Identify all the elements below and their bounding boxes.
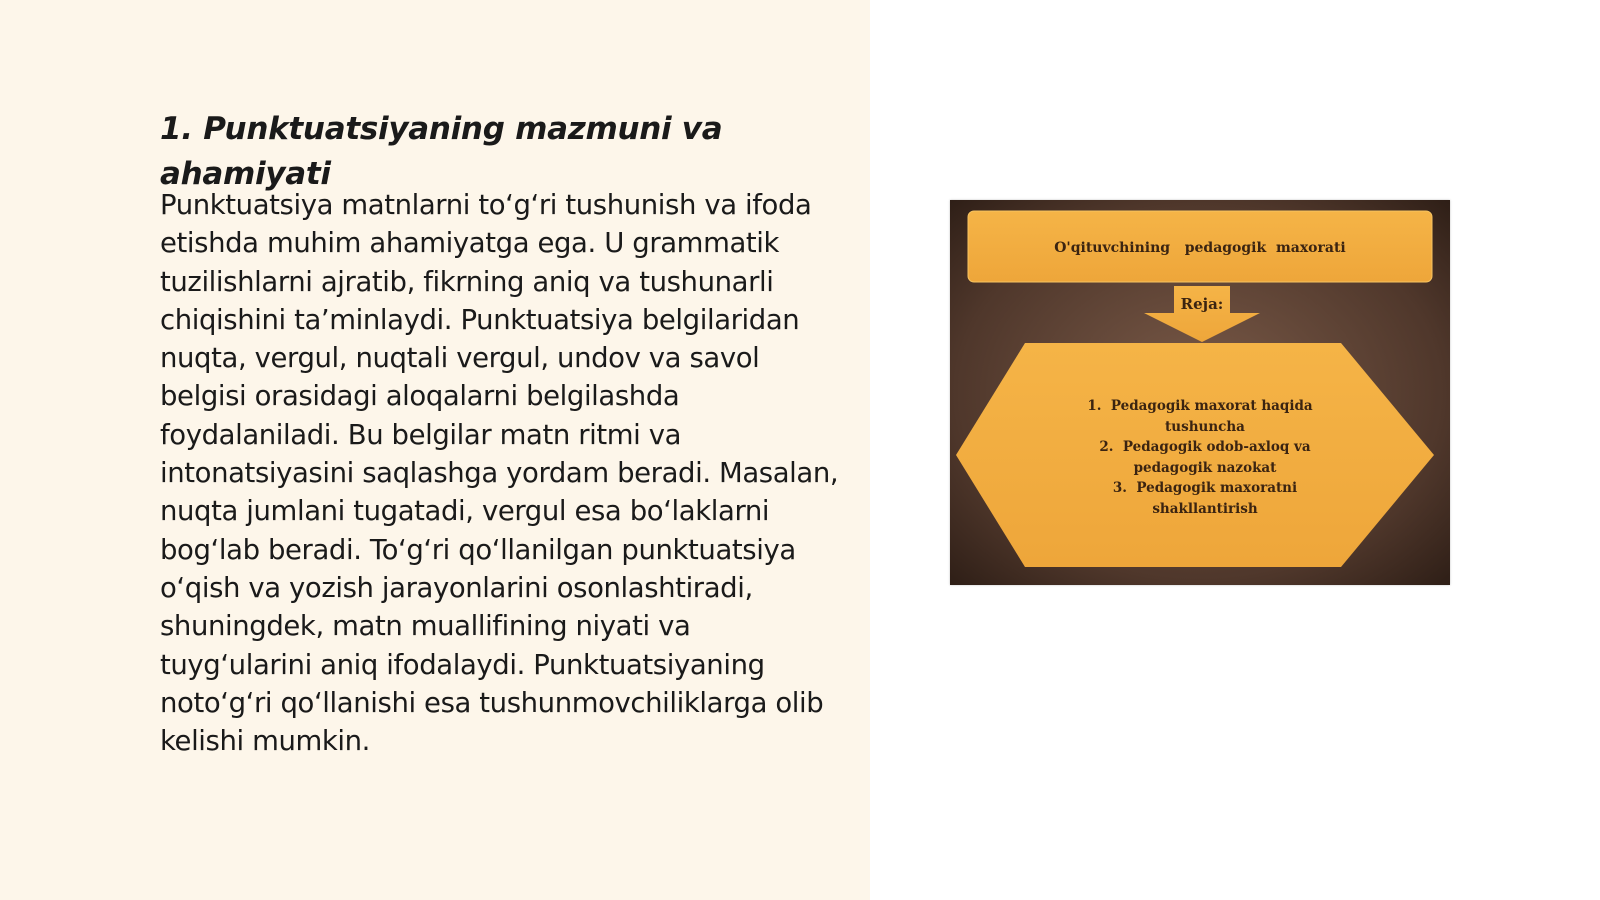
diagram-item-2-cont: pedagogik nazokat	[1133, 460, 1277, 476]
diagram-item-1: 1. Pedagogik maxorat haqida	[1087, 398, 1313, 414]
diagram-item-3: 3. Pedagogik maxoratni	[1112, 480, 1298, 496]
diagram-header-text: O'qituvchining pedagogik maxorati	[1054, 240, 1346, 256]
diagram-item-3-cont: shakllantirish	[1152, 501, 1258, 517]
pedagogy-diagram-image	[950, 200, 1450, 585]
diagram-item-1-cont: tushuncha	[1165, 419, 1245, 435]
slide-title: 1. Punktuatsiyaning mazmuni va ahamiyati	[160, 111, 723, 192]
slide-body-text: Punktuatsiya matnlarni to‘g‘ri tushunish va ifoda etishda muhim ahamiyatga ega. U grammatik tuzilishlarni ajratib, fikrning aniq va tushunarli chiqishini ta’minlaydi. Punktuatsiya belgilaridan nuqta, vergul, nuqtali vergul, undov va savol belgisi orasidagi aloqalarni belgilashda foydalaniladi. Bu belgilar matn ritmi va intonatsiyasini saqlashga yordam beradi. Masalan, nuqta jumlani tugatadi, vergul esa bo‘laklarni bog‘lab beradi. To‘g‘ri qo‘llanilgan punktuatsiya o‘qish va yozish jarayonlarini osonlashtiradi, shuningdek, matn muallifining niyati va tuyg‘ularini aniq ifodalaydi. Punktuatsiyaning noto‘g‘ri qo‘llanishi esa tushunmovchiliklarga olib kelishi mumkin.	[160, 189, 839, 758]
diagram-item-2: 2. Pedagogik odob-axloq va	[1099, 439, 1311, 455]
diagram-hexagon	[956, 343, 1434, 567]
diagram-arrow-label: Reja:	[1180, 295, 1224, 313]
